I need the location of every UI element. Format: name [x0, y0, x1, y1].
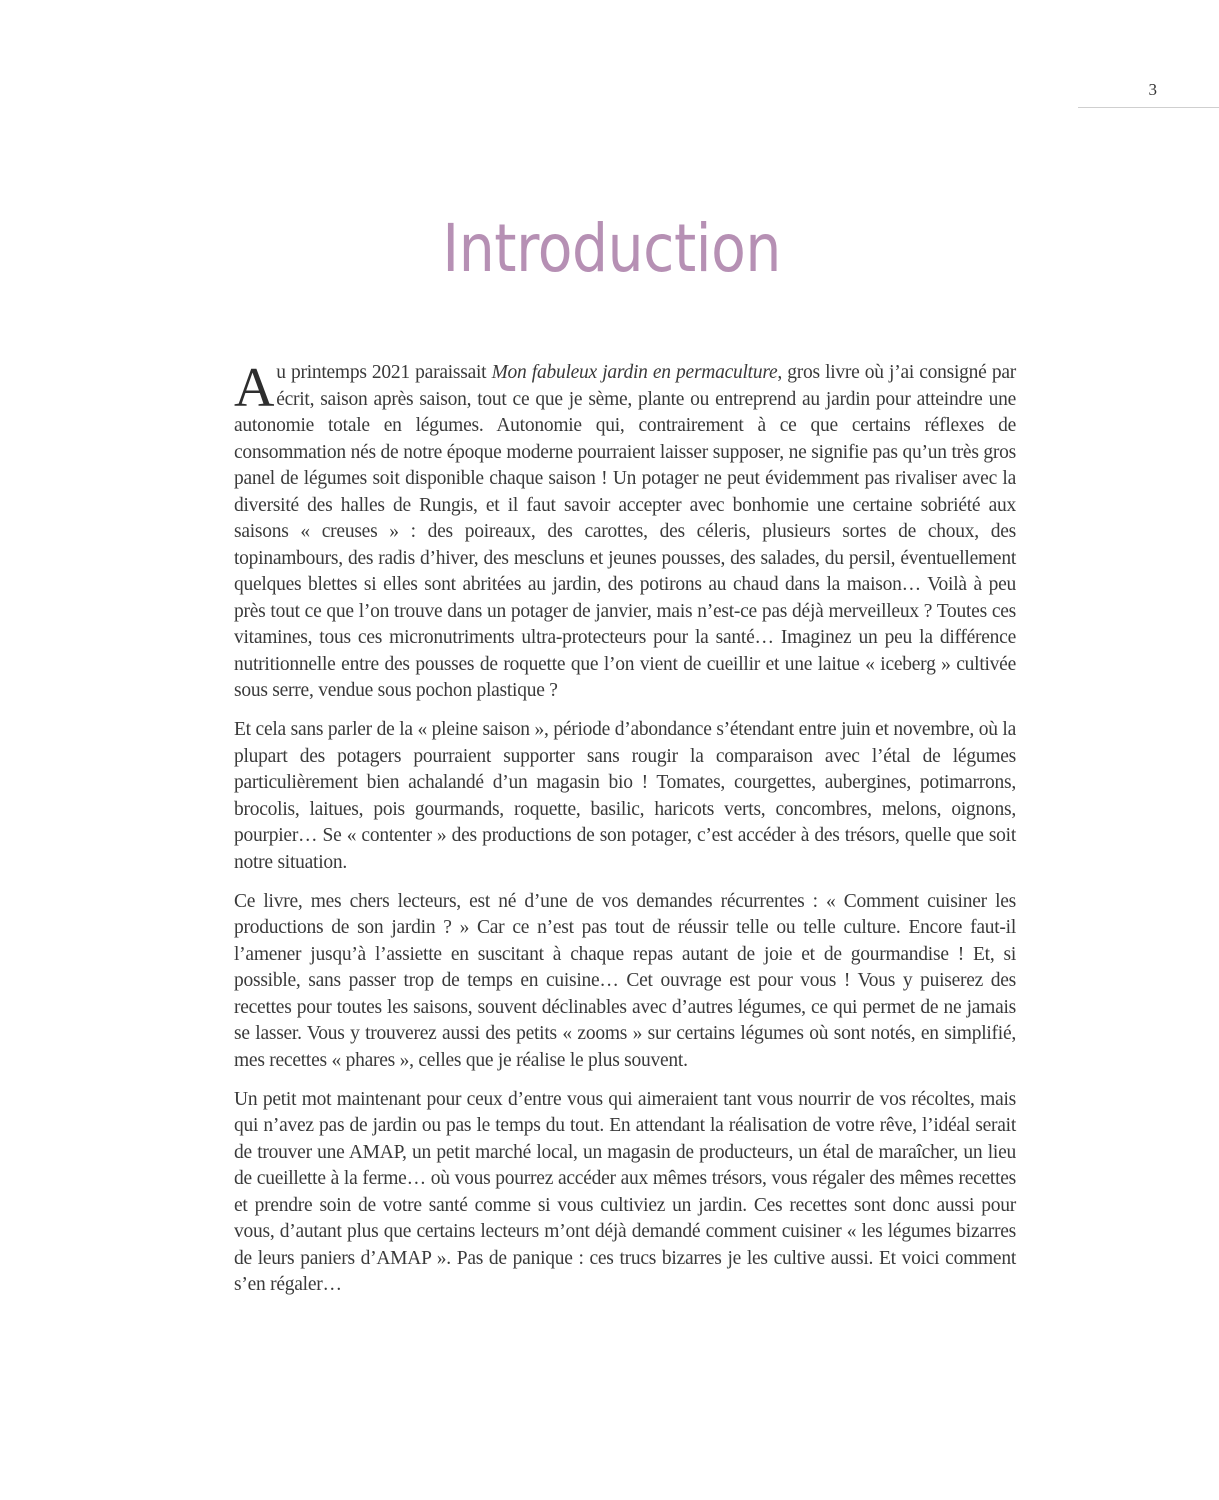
page-title: Introduction — [442, 210, 781, 287]
body-text — [234, 357, 1016, 1311]
book-title: Mon fabuleux jardin en permaculture — [491, 362, 778, 383]
paragraph-3: Ce livre, mes chers lecteurs, est né d’une de vos demandes récurrentes : « Comment cuisiner les productions de son jardin ? » Car ce n’est pas tout de réussir telle ou telle culture. Encore faut-il l’amener jusqu’à l’assiette en suscitant à chaque repas autant de joie et de gourmandise ! Et, si possible, sans passer trop de temps en cuisine… Cet ouvrage est pour vous ! Vous y puiserez des recettes pour toutes les saisons, souvent déclinables avec d’autres légumes, ce qui permet de ne jamais se lasser. Vous y trouverez aussi des petits « zooms » sur certains légumes où sont notés, en simplifié, mes recettes « phares », celles que je réalise le plus souvent. — [234, 890, 1016, 1071]
paragraph-4: Un petit mot maintenant pour ceux d’entre vous qui aimeraient tant vous nourrir de vos récoltes, mais qui n’avez pas de jardin ou pas le temps du tout. En attendant la réalisation de votre rêve, l’idéal serait de trouver une AMAP, un petit marché local, un magasin de producteurs, un étal de maraîcher, un lieu de cueillette à la ferme… où vous pourrez accéder aux mêmes trésors, vous régaler des mêmes recettes et prendre soin de votre santé comme si vous cultiviez un jardin. Ces recettes sont donc aussi pour vous, d’autant plus que certains lecteurs m’ont déjà demandé comment cuisiner « les légumes bizarres de leurs paniers d’AMAP ». Pas de panique : ces trucs bizarres je les cultive aussi. Et voici comment s’en régaler… — [234, 1088, 1016, 1295]
page-number-rule — [1078, 107, 1219, 108]
paragraph-2: Et cela sans parler de la « pleine saison », période d’abondance s’étendant entre juin et novembre, où la plupart des potagers pourraient supporter sans rougir la comparaison avec l’étal de légumes particulièrement bien achalandé d’un magasin bio ! Tomates, courgettes, aubergines, potimarrons, brocolis, laitues, pois gourmands, roquette, basilic, haricots verts, concombres, melons, oignons, pourpier… Se « contenter » des productions de son potager, c’est accéder à des trésors, quelle que soit notre situation. — [234, 719, 1016, 873]
dropcap: A — [234, 357, 275, 419]
paragraph-1 — [234, 357, 1016, 705]
page-number: 3 — [1148, 80, 1157, 99]
paragraph-1-rest: , gros livre où j’ai consigné par écrit, saison après saison, tout ce que je sème, plante ou entreprend au jardin pour atteindre une autonomie totale en légumes. Autonomie qui, contrairement à ce que certains réflexes de consommation nés de notre époque moderne pourraient laisser supposer, ne signifie pas qu’un très gros panel de légumes soit disponible chaque saison ! Un potager ne peut évidemment pas rivaliser avec la diversité des halles de Rungis, et il faut savoir accepter avec bonhomie une certaine sobriété aux saisons « creuses » : des poireaux, des carottes, des céleris, plusieurs sortes de choux, des topinambours, des radis d’hiver, des mescluns et jeunes pousses, des salades, du persil, éventuellement quelques blettes si elles sont abritées au jardin, des potirons au chaud dans la maison… Voilà à peu près tout ce que l’on trouve dans un potager de janvier, mais n’est-ce pas déjà merveilleux ? Toutes ces vitamines, tous ces micronutriments ultra-protecteurs pour la santé… Imaginez un peu la différence nutritionnelle entre des pousses de roquette que l’on vient de cueillir et une laitue « iceberg » cultivée sous serre, vendue sous pochon plastique ? — [234, 362, 1016, 701]
paragraph-1-intro: u printemps 2021 paraissait — [276, 362, 492, 383]
